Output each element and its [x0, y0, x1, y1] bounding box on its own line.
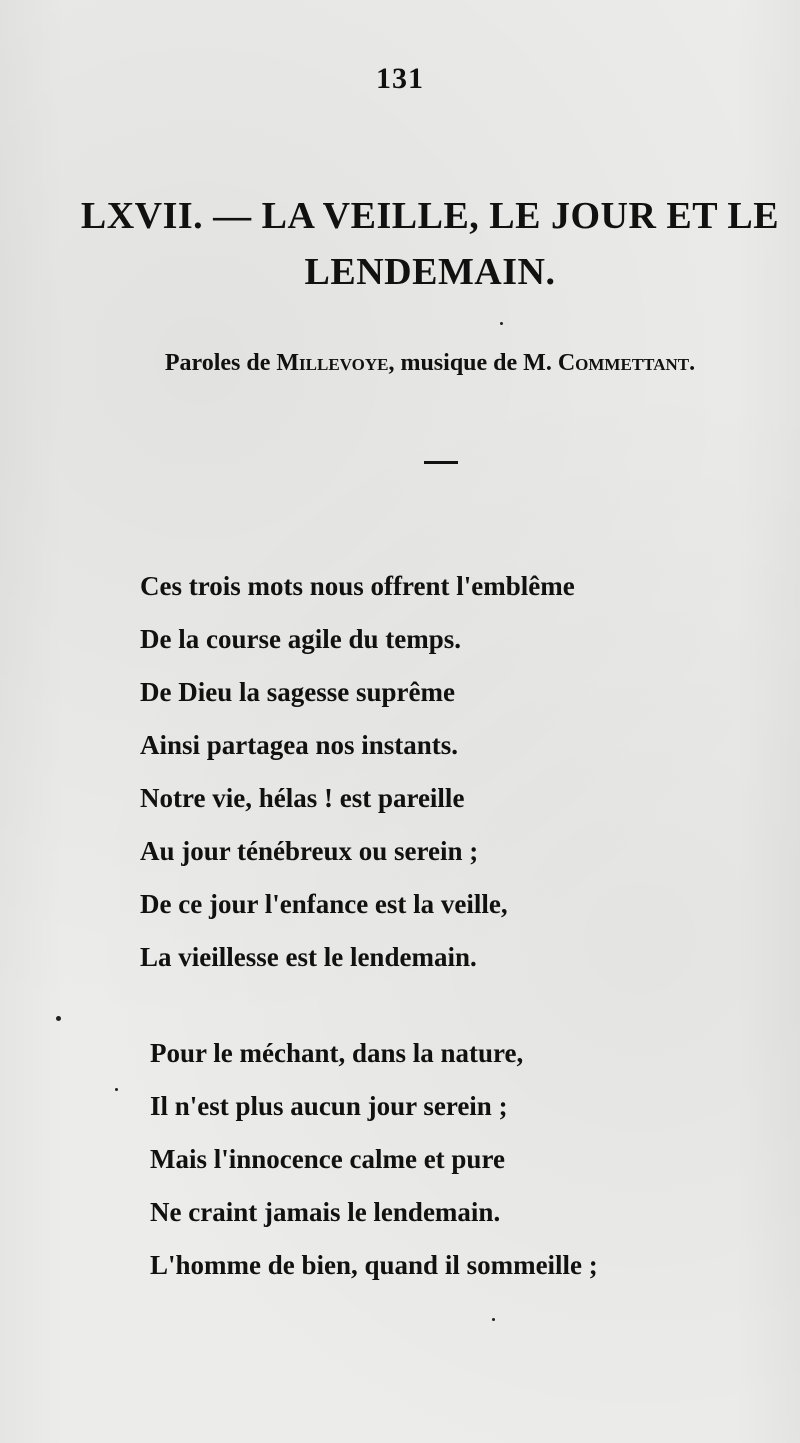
song-credits [80, 350, 780, 377]
section-divider [424, 461, 458, 464]
verse-line: Ne craint jamais le lendemain. [150, 1197, 501, 1227]
verse-line: Au jour ténébreux ou serein ; [140, 836, 479, 866]
ink-speck [500, 322, 503, 325]
verse-line: L'homme de bien, quand il sommeille ; [150, 1250, 598, 1280]
ink-speck [115, 1088, 118, 1091]
verse-line: De ce jour l'enfance est la veille, [140, 889, 508, 919]
ink-speck [492, 1318, 495, 1321]
lyricist-name: Millevoye [276, 350, 389, 376]
chapter-title-line-2: LENDEMAIN. [304, 251, 556, 293]
composer-name: Commettant [557, 350, 690, 376]
credits-prefix: Paroles de [164, 350, 277, 376]
verse-line: Notre vie, hélas ! est pareille [140, 783, 465, 813]
verse-line: La vieillesse est le lendemain. [140, 942, 477, 972]
ink-speck [56, 1016, 61, 1021]
credits-suffix: . [689, 350, 696, 376]
verse-line: Mais l'innocence calme et pure [150, 1144, 505, 1174]
verse-line: Pour le méchant, dans la nature, [150, 1038, 524, 1068]
page-number: 131 [376, 62, 424, 95]
verse-line: Ces trois mots nous offrent l'emblême [140, 571, 575, 601]
verse-line: De Dieu la sagesse suprême [140, 677, 455, 707]
credits-middle: , musique de M. [388, 350, 558, 376]
chapter-title-line-1: LXVII. — LA VEILLE, LE JOUR ET LE [80, 195, 780, 237]
poem-stanza-2 [150, 1027, 750, 1292]
verse-line: Ainsi partagea nos instants. [140, 730, 459, 760]
verse-line: Il n'est plus aucun jour serein ; [150, 1091, 508, 1121]
verse-line: De la course agile du temps. [140, 624, 461, 654]
chapter-title [80, 188, 780, 300]
poem-stanza-1 [140, 560, 740, 984]
